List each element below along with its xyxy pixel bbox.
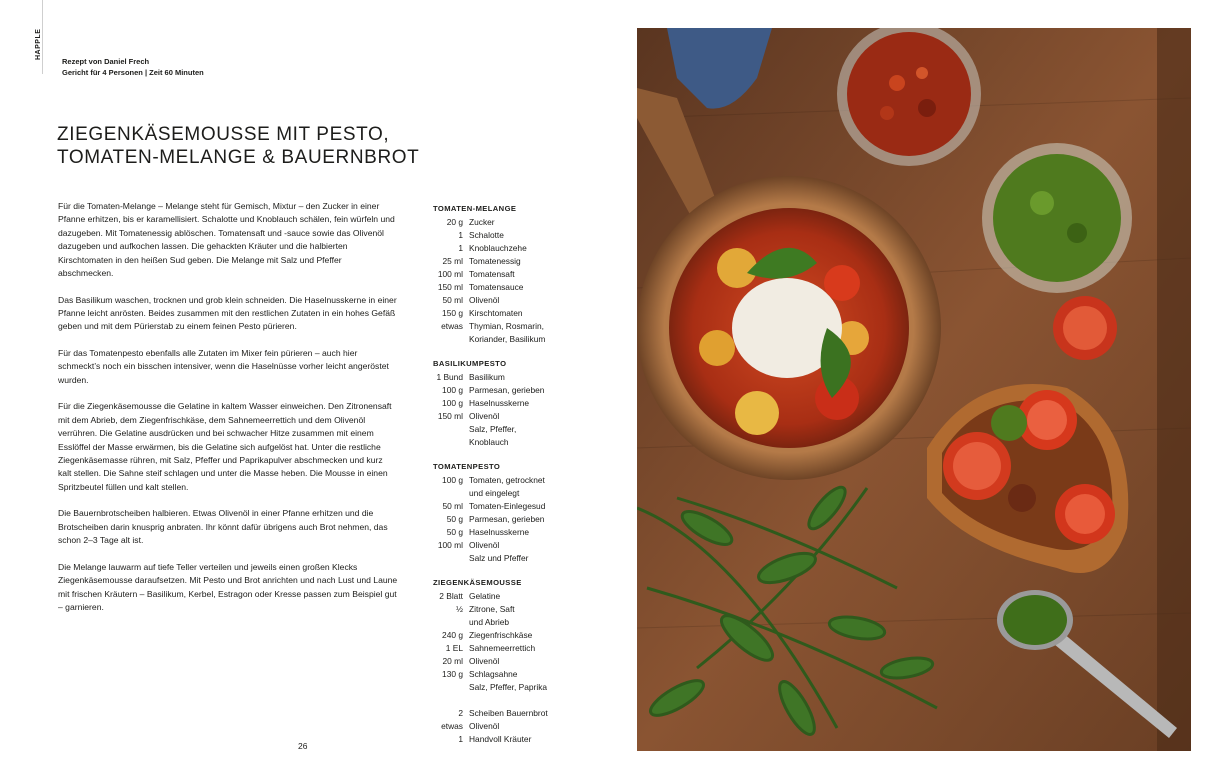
ingredient-name: und Abrieb [469, 617, 510, 627]
ingredient-row [433, 242, 623, 255]
recipe-meta: Gericht für 4 Personen | Zeit 60 Minuten [62, 68, 204, 77]
ingredient-quantity: 25 ml [442, 256, 463, 266]
ingredient-row [433, 487, 623, 500]
instruction-paragraph: Für die Ziegenkäsemousse die Gelatine in kaltem Wasser einweichen. Den Zitronensaft mit dem Abrieb, dem Ziegenfrischkäse, dem Sahnemeerrettich und dem Olivenöl verrühren. Die Gelatine ausdrücken und bei schwacher Hitze zusammen mit einem Esslöffel der Masse erwärmen, bis die Gelatine sich aufgelöst hat. Unter die restliche Ziegenkäsemasse rühren, mit Salz, Pfeffer und Paprikapulver abschmecken und kurz kalt stellen. Die Sahne steif schlagen und unter die Masse heben. Die Mousse in einen Spritzbeutel füllen und kalt stellen. [58, 401, 392, 492]
ingredient-row [433, 603, 623, 616]
ingredient-quantity: 1 [458, 734, 463, 744]
ingredient-section [433, 202, 623, 346]
ingredient-name: Olivenöl [469, 411, 500, 421]
recipe-title [57, 123, 419, 169]
ingredient-quantity: 100 g [442, 398, 463, 408]
ingredient-quantity [433, 423, 469, 436]
ingredient-row [433, 371, 623, 384]
recipe-author: Rezept von Daniel Frech [62, 57, 150, 66]
ingredient-section [433, 460, 623, 565]
ingredient-row [433, 681, 623, 694]
ingredient-name: Salz, Pfeffer, [469, 424, 517, 434]
ingredient-section [433, 576, 623, 694]
ingredient-row [433, 733, 623, 746]
ingredient-section-heading: BASILIKUMPESTO [433, 359, 507, 368]
ingredient-name: Olivenöl [469, 295, 500, 305]
ingredient-section-heading: ZIEGENKÄSEMOUSSE [433, 578, 522, 587]
instruction-paragraph: Die Melange lauwarm auf tiefe Teller verteilen und jeweils einen großen Klecks Ziegenkäsemousse daraufsetzen. Mit Pesto und Brot anrichten und nach Lust und Laune mit frischen Kräutern – Basilikum, Kerbel, Estragon oder Kresse passen zum Beispiel gut – garnieren. [58, 561, 398, 613]
ingredient-row [433, 281, 623, 294]
food-photo [637, 28, 1191, 751]
recipe-credits [62, 56, 204, 78]
ingredient-row [433, 397, 623, 410]
ingredient-quantity: 50 g [446, 514, 463, 524]
ingredient-row [433, 629, 623, 642]
ingredient-name: Zitrone, Saft [469, 604, 515, 614]
ingredient-quantity: 100 ml [437, 540, 463, 550]
ingredient-quantity: 50 ml [442, 295, 463, 305]
page-number: 26 [298, 741, 308, 751]
ingredient-quantity: 50 ml [442, 501, 463, 511]
ingredient-row [433, 320, 623, 333]
ingredient-row [433, 410, 623, 423]
ingredient-quantity: 1 [458, 243, 463, 253]
soup-bowl [637, 176, 941, 480]
ingredient-quantity [433, 333, 469, 346]
ingredient-name: Knoblauchzehe [469, 243, 527, 253]
ingredient-row [433, 513, 623, 526]
ingredient-name: Parmesan, gerieben [469, 514, 545, 524]
ingredient-row [433, 216, 623, 229]
ingredient-name: Scheiben Bauernbrot [469, 708, 548, 718]
ingredient-name: Knoblauch [469, 437, 509, 447]
ingredient-name: Sahnemeerrettich [469, 643, 536, 653]
ingredient-name: Tomatenessig [469, 256, 521, 266]
ingredient-row [433, 333, 623, 346]
ingredient-quantity [433, 616, 469, 629]
ingredient-row [433, 268, 623, 281]
ingredient-row [433, 668, 623, 681]
ingredient-quantity: ½ [456, 604, 463, 614]
instruction-paragraph: Für das Tomatenpesto ebenfalls alle Zutaten im Mixer fein pürieren – auch hier schmeckt’s noch ein bisschen intensiver, wenn die Haselnüsse vorher leicht angeröstet wurden. [58, 348, 389, 385]
ingredient-name: Haselnusskerne [469, 527, 530, 537]
ingredient-quantity: 150 ml [437, 282, 463, 292]
ingredient-row [433, 539, 623, 552]
ingredient-quantity: 1 Bund [436, 372, 463, 382]
ingredient-row [433, 707, 623, 720]
ingredient-row [433, 294, 623, 307]
ingredient-name: Kirschtomaten [469, 308, 523, 318]
ingredient-row [433, 384, 623, 397]
ingredient-name: Handvoll Kräuter [469, 734, 532, 744]
ingredient-row [433, 500, 623, 513]
ingredient-row [433, 229, 623, 242]
ingredient-quantity: 2 [458, 708, 463, 718]
tomato-half [1053, 296, 1117, 360]
ingredient-row [433, 720, 623, 733]
ingredient-section [433, 707, 623, 746]
section-tab [28, 0, 43, 74]
ingredient-row [433, 526, 623, 539]
ingredient-name: Schlagsahne [469, 669, 518, 679]
recipe-title-line-2: TOMATEN-MELANGE & BAUERNBROT [57, 147, 420, 168]
ingredient-quantity [433, 681, 469, 694]
ingredient-row [433, 590, 623, 603]
ingredient-row [433, 616, 623, 629]
ingredient-name: Tomatensauce [469, 282, 524, 292]
ingredient-name: Zucker [469, 217, 495, 227]
food-photo-illustration [637, 28, 1191, 751]
ingredient-quantity: 100 g [442, 475, 463, 485]
ingredient-list [433, 202, 623, 757]
ingredient-name: Tomaten, getrocknet [469, 475, 545, 485]
ingredient-quantity: 240 g [442, 630, 463, 640]
tomato-pesto-jar [837, 28, 981, 166]
ingredient-quantity: etwas [441, 721, 463, 731]
ingredient-name: Haselnusskerne [469, 398, 530, 408]
ingredient-quantity [433, 487, 469, 500]
ingredient-quantity: 1 [458, 230, 463, 240]
ingredient-name: Schalotte [469, 230, 504, 240]
ingredient-quantity: 2 Blatt [439, 591, 463, 601]
ingredient-row [433, 474, 623, 487]
ingredient-name: Olivenöl [469, 540, 500, 550]
ingredient-name: Salz und Pfeffer [469, 553, 529, 563]
ingredient-quantity: 150 g [442, 308, 463, 318]
ingredient-name: Olivenöl [469, 721, 500, 731]
section-tab-label: HAPPLE [35, 28, 42, 60]
ingredient-quantity: 1 EL [445, 643, 463, 653]
instruction-paragraph: Für die Tomaten-Melange – Melange steht für Gemisch, Mixtur – den Zucker in einer Pfanne erhitzen, bis er karamellisiert. Schalotte und Knoblauch schälen, fein würfeln und dazugeben. Mit Tomatenessig ablöschen. Tomatensaft und -sauce sowie das Olivenöl dazugeben und aufkochen lassen. Die gehackten Kräuter und die halbierten Kirschtomaten in den heißen Sud geben. Die Melange mit Salz und Pfeffer abschmecken. [58, 201, 395, 279]
ingredient-section-heading: TOMATEN-MELANGE [433, 204, 517, 213]
ingredient-row [433, 255, 623, 268]
ingredient-row [433, 552, 623, 565]
instruction-paragraph: Die Bauernbrotscheiben halbieren. Etwas Olivenöl in einer Pfanne erhitzen und die Brotscheiben darin knusprig anbraten. Ihr könnt dafür übrigens auch Brot nehmen, das schon 2–3 Tage alt ist. [58, 508, 388, 546]
ingredient-section-heading: TOMATENPESTO [433, 462, 501, 471]
ingredient-row [433, 423, 623, 436]
recipe-title-line-1: ZIEGENKÄSEMOUSSE MIT PESTO, [57, 124, 390, 145]
ingredient-name: Tomaten-Einlegesud [469, 501, 546, 511]
ingredient-row [433, 655, 623, 668]
instruction-paragraph: Das Basilikum waschen, trocknen und grob klein schneiden. Die Haselnusskerne in einer Pfanne leicht anrösten. Beides zusammen mit den restlichen Zutaten in ein hohes Gefäß geben und mit dem Pürierstab zu einem feinen Pesto pürieren. [58, 294, 397, 332]
ingredient-name: Olivenöl [469, 656, 500, 666]
ingredient-name: Tomatensaft [469, 269, 515, 279]
ingredient-name: Koriander, Basilikum [469, 334, 546, 344]
ingredient-quantity [433, 436, 469, 449]
ingredient-name: Thymian, Rosmarin, [469, 321, 544, 331]
ingredient-name: und eingelegt [469, 488, 520, 498]
ingredient-quantity: 50 g [446, 527, 463, 537]
recipe-instructions [58, 200, 398, 628]
ingredient-quantity: 130 g [442, 669, 463, 679]
ingredient-quantity: 20 g [446, 217, 463, 227]
ingredient-name: Ziegenfrischkäse [469, 630, 533, 640]
ingredient-section [433, 357, 623, 449]
ingredient-name: Parmesan, gerieben [469, 385, 545, 395]
ingredient-row [433, 642, 623, 655]
ingredient-quantity: 100 g [442, 385, 463, 395]
ingredient-quantity: 20 ml [442, 656, 463, 666]
ingredient-row [433, 307, 623, 320]
ingredient-name: Basilikum [469, 372, 505, 382]
ingredient-quantity [433, 552, 469, 565]
ingredient-quantity: etwas [441, 321, 463, 331]
ingredient-name: Salz, Pfeffer, Paprika [469, 682, 548, 692]
ingredient-row [433, 436, 623, 449]
ingredient-quantity: 100 ml [437, 269, 463, 279]
ingredient-quantity: 150 ml [437, 411, 463, 421]
ingredient-name: Gelatine [469, 591, 501, 601]
basil-pesto-jar [982, 143, 1132, 293]
